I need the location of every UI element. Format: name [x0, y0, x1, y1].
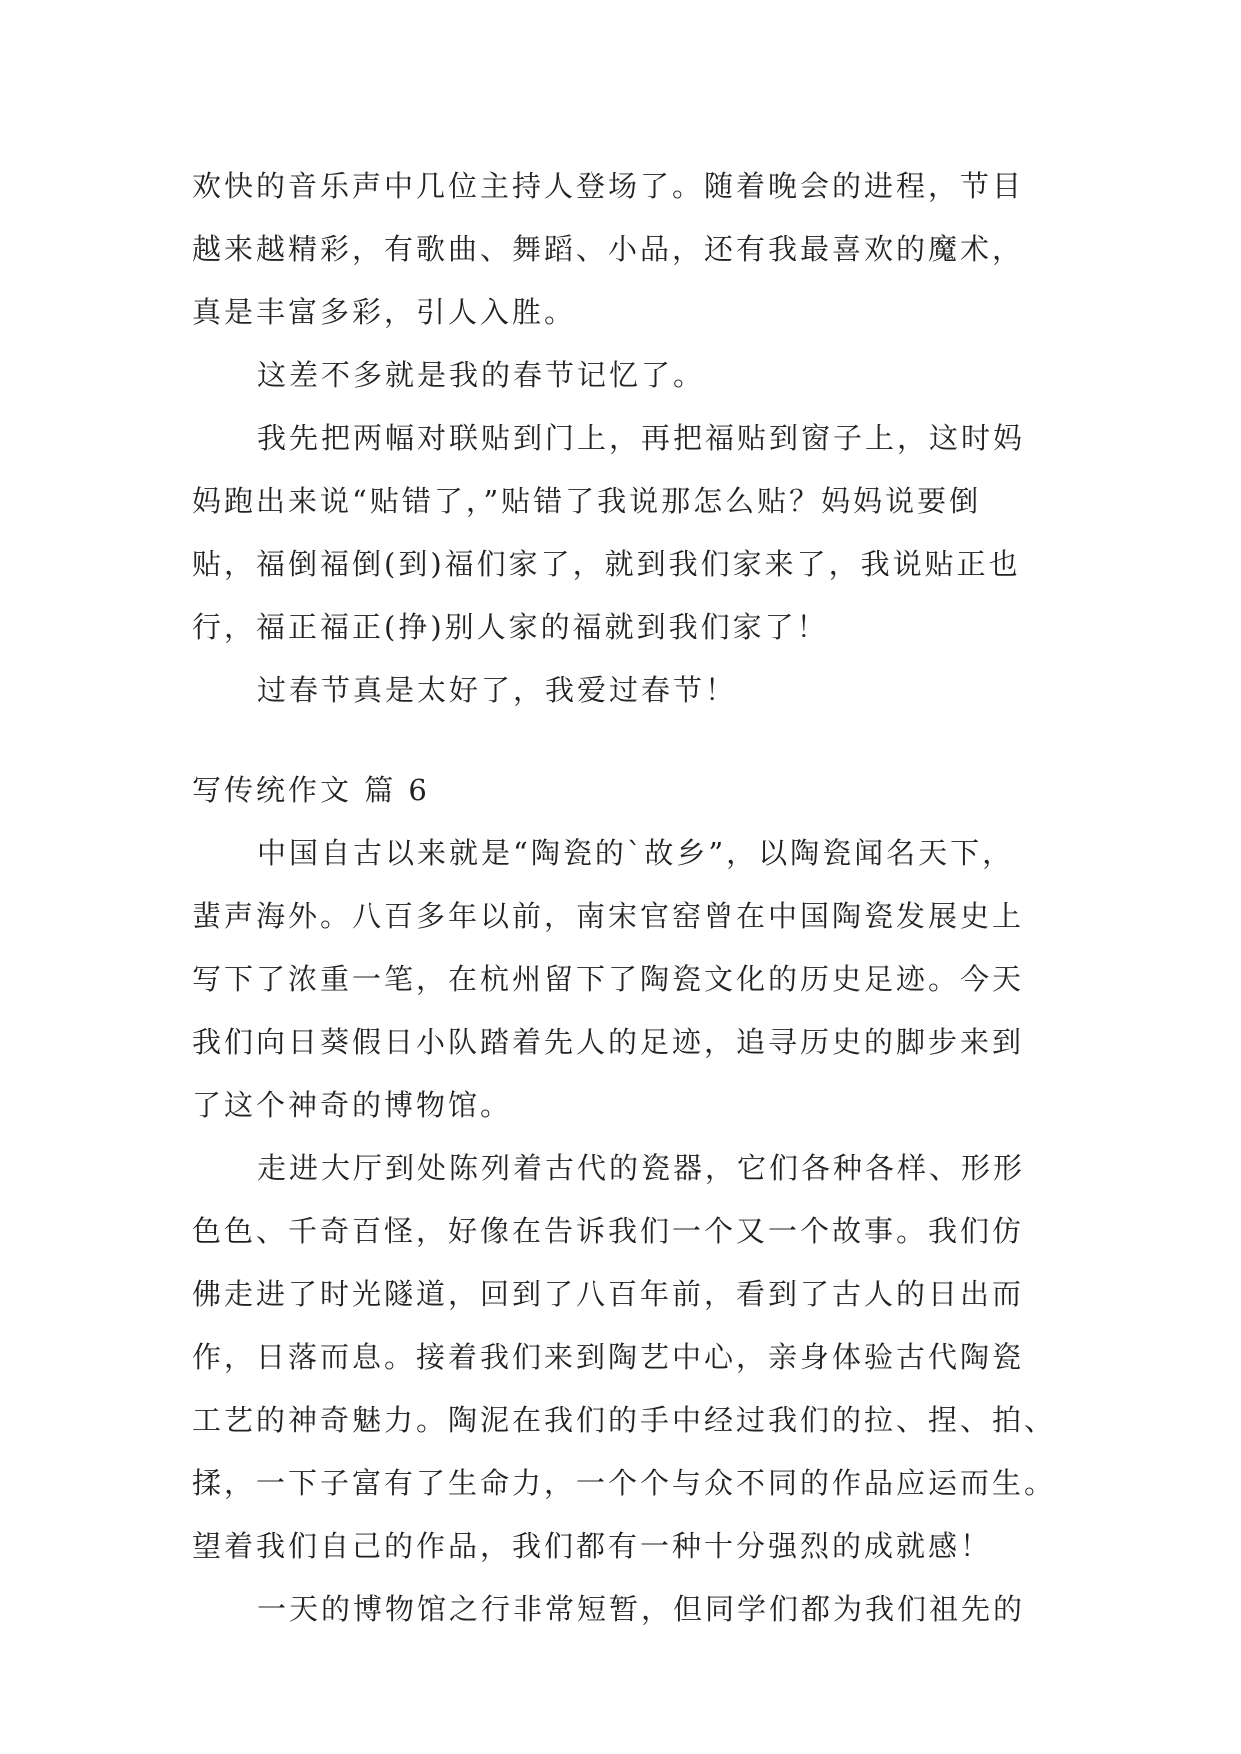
- text-line: 了这个神奇的博物馆。: [192, 1088, 513, 1122]
- section-heading: 写传统作文 篇 6: [192, 773, 430, 807]
- text-line: 贴，福倒福倒(到)福们家了，就到我们家来了，我说贴正也: [192, 547, 1021, 581]
- text-line: 望着我们自己的作品，我们都有一种十分强烈的成就感！: [192, 1529, 993, 1563]
- text-line: 过春节真是太好了，我爱过春节！: [257, 673, 738, 707]
- text-line: 行，福正福正(挣)别人家的福就到我们家了！: [192, 610, 829, 644]
- text-line: 作，日落而息。接着我们来到陶艺中心，亲身体验古代陶瓷: [192, 1340, 1025, 1374]
- text-line: 走进大厅到处陈列着古代的瓷器，它们各种各样、形形: [257, 1151, 1026, 1185]
- text-line: 工艺的神奇魅力。陶泥在我们的手中经过我们的拉、捏、拍、: [192, 1403, 1057, 1437]
- text-line: 这差不多就是我的春节记忆了。: [257, 358, 706, 392]
- text-line: 色色、千奇百怪，好像在告诉我们一个又一个故事。我们仿: [192, 1214, 1025, 1248]
- text-line: 真是丰富多彩，引人入胜。: [192, 295, 577, 329]
- text-line: 中国自古以来就是“陶瓷的`故乡”，以陶瓷闻名天下，: [257, 836, 1015, 870]
- text-line: 一天的博物馆之行非常短暂，但同学们都为我们祖先的: [257, 1592, 1026, 1626]
- text-line: 写下了浓重一笔，在杭州留下了陶瓷文化的历史足迹。今天: [192, 962, 1025, 996]
- text-line: 越来越精彩，有歌曲、舞蹈、小品，还有我最喜欢的魔术，: [192, 232, 1025, 266]
- text-line: 妈跑出来说“贴错了，”贴错了我说那怎么贴？妈妈说要倒: [192, 484, 982, 518]
- text-line: 蜚声海外。八百多年以前，南宋官窑曾在中国陶瓷发展史上: [192, 899, 1025, 933]
- text-line: 佛走进了时光隧道，回到了八百年前，看到了古人的日出而: [192, 1277, 1025, 1311]
- text-line: 揉，一下子富有了生命力，一个个与众不同的作品应运而生。: [192, 1466, 1057, 1500]
- text-line: 我先把两幅对联贴到门上，再把福贴到窗子上，这时妈: [257, 421, 1026, 455]
- text-line: 我们向日葵假日小队踏着先人的足迹，追寻历史的脚步来到: [192, 1025, 1025, 1059]
- text-line: 欢快的音乐声中几位主持人登场了。随着晚会的进程，节目: [192, 169, 1025, 203]
